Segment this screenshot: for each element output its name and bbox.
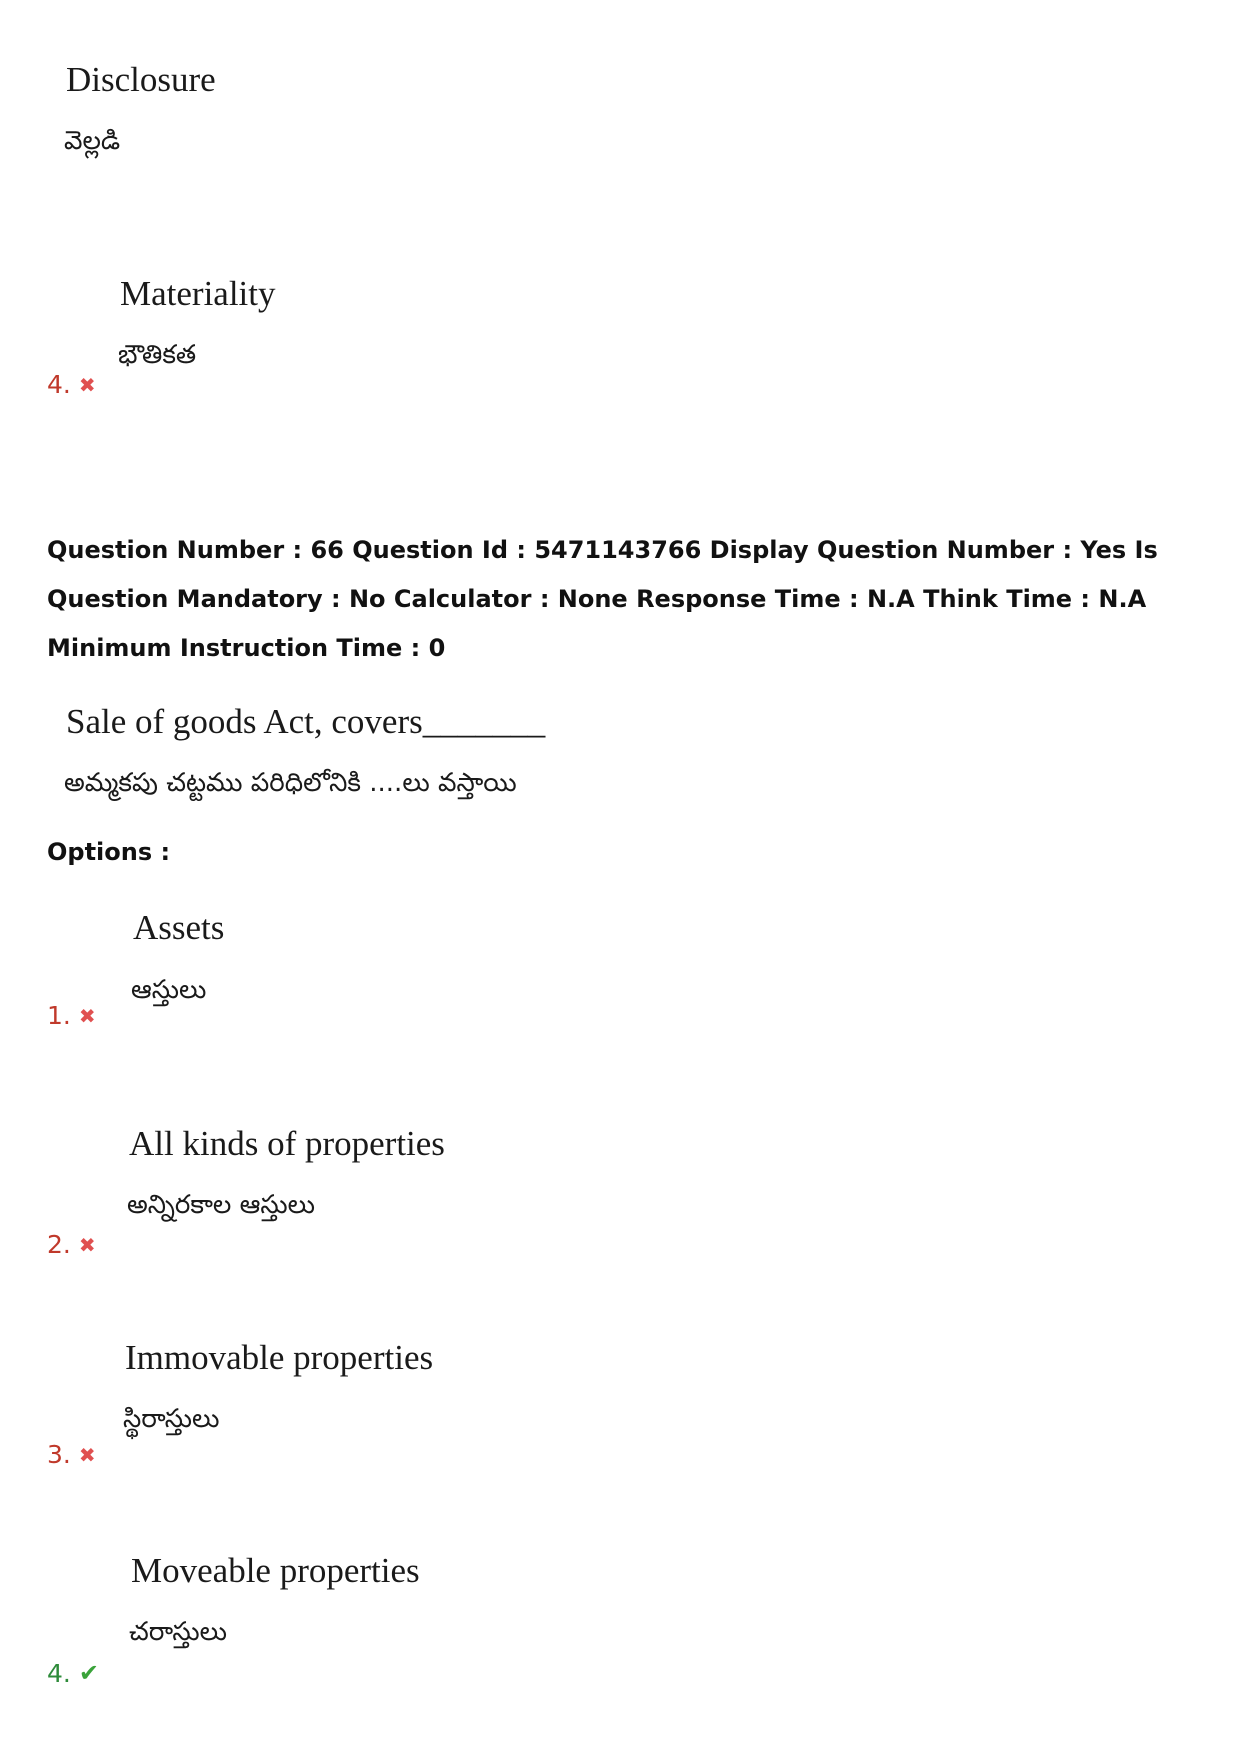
- option-3-english: Immovable properties: [125, 1338, 434, 1377]
- option-number-label: 2.: [47, 1230, 71, 1259]
- option-2-telugu: అన్నిరకాల ఆస్తులు: [127, 1190, 316, 1220]
- option-2-english: All kinds of properties: [129, 1124, 445, 1163]
- cross-icon: ✖: [78, 1443, 96, 1467]
- option-1-telugu: ఆస్తులు: [131, 975, 207, 1005]
- question-english: Sale of goods Act, covers_______: [66, 702, 546, 741]
- prev-option-4-number: [47, 370, 96, 400]
- cross-icon: ✖: [78, 1004, 96, 1028]
- prev-option-4-english: Materiality: [120, 274, 276, 313]
- option-number-label: 1.: [47, 1001, 71, 1030]
- cross-icon: ✖: [78, 1233, 96, 1257]
- prev-option-4-telugu: భౌతికత: [118, 340, 197, 370]
- prev-option-3-english: Disclosure: [66, 60, 216, 99]
- prev-option-3-telugu: వెల్లడి: [64, 126, 121, 156]
- options-label: Options :: [47, 838, 171, 866]
- option-number-label: 4.: [47, 370, 71, 399]
- option-number-label: 3.: [47, 1440, 71, 1469]
- question-meta: Question Number : 66 Question Id : 5471143766 Display Question Number : Yes Is Question Mandatory : No Calculator : None Response Time : N.A Think Time : N.A Minimum Instruction Time : 0: [47, 536, 1158, 662]
- option-3-telugu: స్థిరాస్తులు: [123, 1404, 220, 1434]
- option-4-telugu: చరాస్తులు: [129, 1617, 227, 1647]
- cross-icon: ✖: [78, 373, 96, 397]
- option-number-label: 4.: [47, 1659, 71, 1688]
- option-1-number: [47, 1001, 96, 1031]
- option-1-english: Assets: [133, 908, 225, 947]
- option-3-number: [47, 1440, 96, 1470]
- option-2-number: [47, 1230, 96, 1260]
- option-4-english: Moveable properties: [131, 1551, 420, 1590]
- checkmark-icon: ✔: [78, 1659, 99, 1687]
- question-telugu: అమ్మకపు చట్టము పరిధిలోనికి ....లు వస్తాయి: [64, 768, 517, 798]
- option-4-number: [47, 1658, 99, 1689]
